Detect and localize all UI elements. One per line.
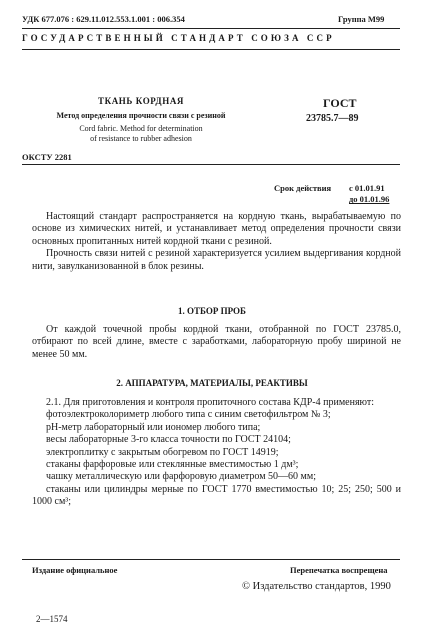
list-item: стаканы или цилиндры мерные по ГОСТ 1770 вместимостью 10; 25; 250; 500 и 1000 см³; [32,483,401,508]
udk-code: УДК 677.076 : 629.11.012.553.1.001 : 006.354 [22,14,185,24]
list-item: чашку металлическую или фарфоровую диаметром 50—60 мм; [46,471,316,483]
english-title [0,124,282,144]
gost-label: ГОСТ [323,96,357,110]
state-standard-title: ГОСУДАРСТВЕННЫЙ СТАНДАРТ СОЮЗА ССР [22,33,335,43]
title-rule [22,164,400,165]
reprint-notice: Перепечатка воспрещена [290,565,388,575]
section-1-heading: 1. ОТБОР ПРОБ [177,306,247,316]
english-title-line1: Cord fabric. Method for determination [79,124,203,133]
list-item: электроплитку с закрытым обогревом по ГОСТ 14919; [46,446,279,458]
list-item: стаканы фарфоровые или стеклянные вместимостью 1 дм³; [46,459,299,471]
intro-paragraph-1: Настоящий стандарт распространяется на кордную ткань, вырабатываемую по основе из химических нитей, и устанавливает метод определения прочности связи основных пропитанных нитей кордной ткани с резиной. [32,211,401,247]
group-code: Группа М99 [338,14,385,24]
list-item: весы лабораторные 3-го класса точности по ГОСТ 24104; [46,434,291,446]
validity-to: до 01.01.96 [349,194,390,204]
section-1-body [32,324,401,361]
okstu-code: ОКСТУ 2281 [22,152,72,162]
intro-paragraph-2: Прочность связи нитей с резиной характеризуется усилием выдергивания кордной нити, завулканизованной в блок резины. [32,248,401,272]
list-item: pH-метр лабораторный или иономер любого типа; [46,421,261,433]
section-2-intro: 2.1. Для приготовления и контроля пропиточного состава КДР-4 применяют: [46,397,375,408]
validity-label: Срок действия [274,183,332,193]
standard-name: ТКАНЬ КОРДНАЯ [97,96,185,106]
publisher-name: Издательство стандартов, 1990 [252,581,391,592]
validity-from: с 01.01.91 [349,183,385,193]
section-1-text: От каждой точечной пробы кордной ткани, отобранной по ГОСТ 23785.0, отбирают по всей длине, вместе с заработками, лабораторную пробу шириной не менее 50 мм. [32,324,401,360]
list-item: фотоэлектроколориметр любого типа с синим светофильтром № 3; [46,409,331,421]
header-rule-top [22,28,400,29]
publisher-line [242,581,391,592]
gost-number: 23785.7—89 [306,113,359,124]
official-edition: Издание официальное [32,565,118,575]
section-2-heading: 2. АППАРАТУРА, МАТЕРИАЛЫ, РЕАКТИВЫ [116,378,308,388]
standard-subtitle: Метод определения прочности связи с резиной [56,111,226,120]
english-title-line2: of resistance to rubber adhesion [90,134,192,143]
footer-rule [22,559,400,560]
header-rule-bottom [22,49,400,50]
page-code: 2—1574 [36,614,68,624]
section-2-body [32,397,401,509]
intro-text [32,211,401,273]
copyright-icon: © [242,581,250,592]
validity-dates [349,183,389,205]
